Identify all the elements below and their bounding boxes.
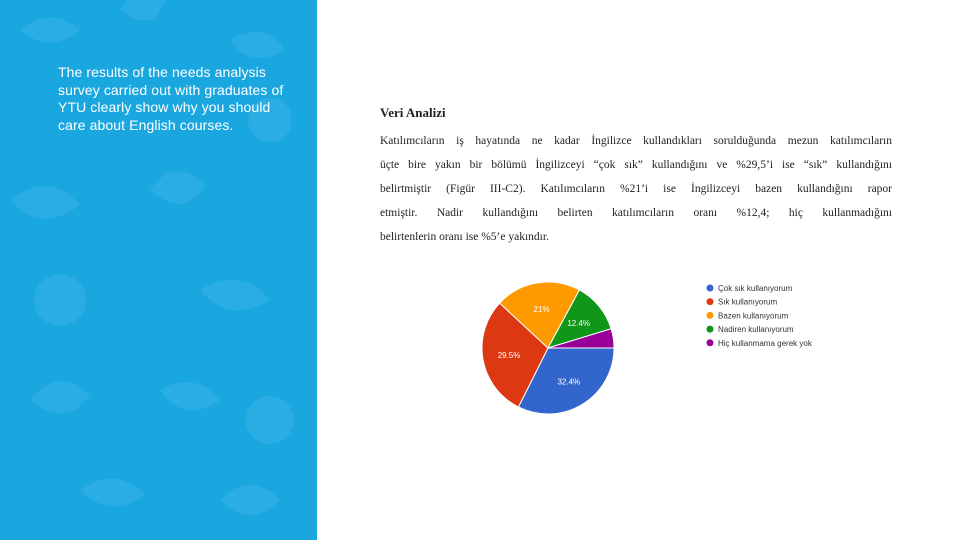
legend-label: Sık kullanıyorum <box>718 297 778 307</box>
left-panel <box>0 0 317 540</box>
document-line: etmiştir. Nadir kullandığını belirten katılımcıların oranı %12,4; hiç kullanmadığını <box>380 207 892 219</box>
pie-data-label: 32.4% <box>557 377 581 387</box>
document-excerpt <box>380 105 892 249</box>
legend-label: Çok sık kullanıyorum <box>718 284 793 293</box>
legend-marker <box>707 312 714 319</box>
legend-marker <box>707 298 714 305</box>
legend-marker <box>707 285 714 292</box>
pie-data-label: 21% <box>533 304 550 314</box>
document-line: belirtmiştir (Figür III-C2). Katılımcıların %21’i ise İngilizceyi bazen kullandığını rapor <box>380 183 892 195</box>
pie-data-label: 29.5% <box>497 351 521 361</box>
document-title: Veri Analizi <box>380 105 446 120</box>
legend-marker <box>707 339 714 346</box>
document-line: belirtenlerin oranı ise %5’e yakındır. <box>380 231 549 243</box>
document-line: üçte bire yakın bir bölümü İngilizceyi “çok sık” kullandığını ve %29,5’i ise “sık” kullandığını <box>380 159 892 171</box>
legend-marker <box>707 326 714 333</box>
pie-data-label: 12.4% <box>567 318 591 328</box>
legend-label: Hiç kullanmama gerek yok <box>718 338 812 348</box>
pie-chart <box>478 280 828 420</box>
document-line: Katılımcıların iş hayatında ne kadar İngilizce kullandıkları sorulduğunda mezun katılımcıların <box>380 135 892 147</box>
legend-label: Nadiren kullanıyorum <box>718 325 794 335</box>
intro-text: The results of the needs analysis survey carried out with graduates of YTU clearly show why you should care about English courses. <box>58 64 284 133</box>
legend-label: Bazen kullanıyorum <box>718 311 789 321</box>
